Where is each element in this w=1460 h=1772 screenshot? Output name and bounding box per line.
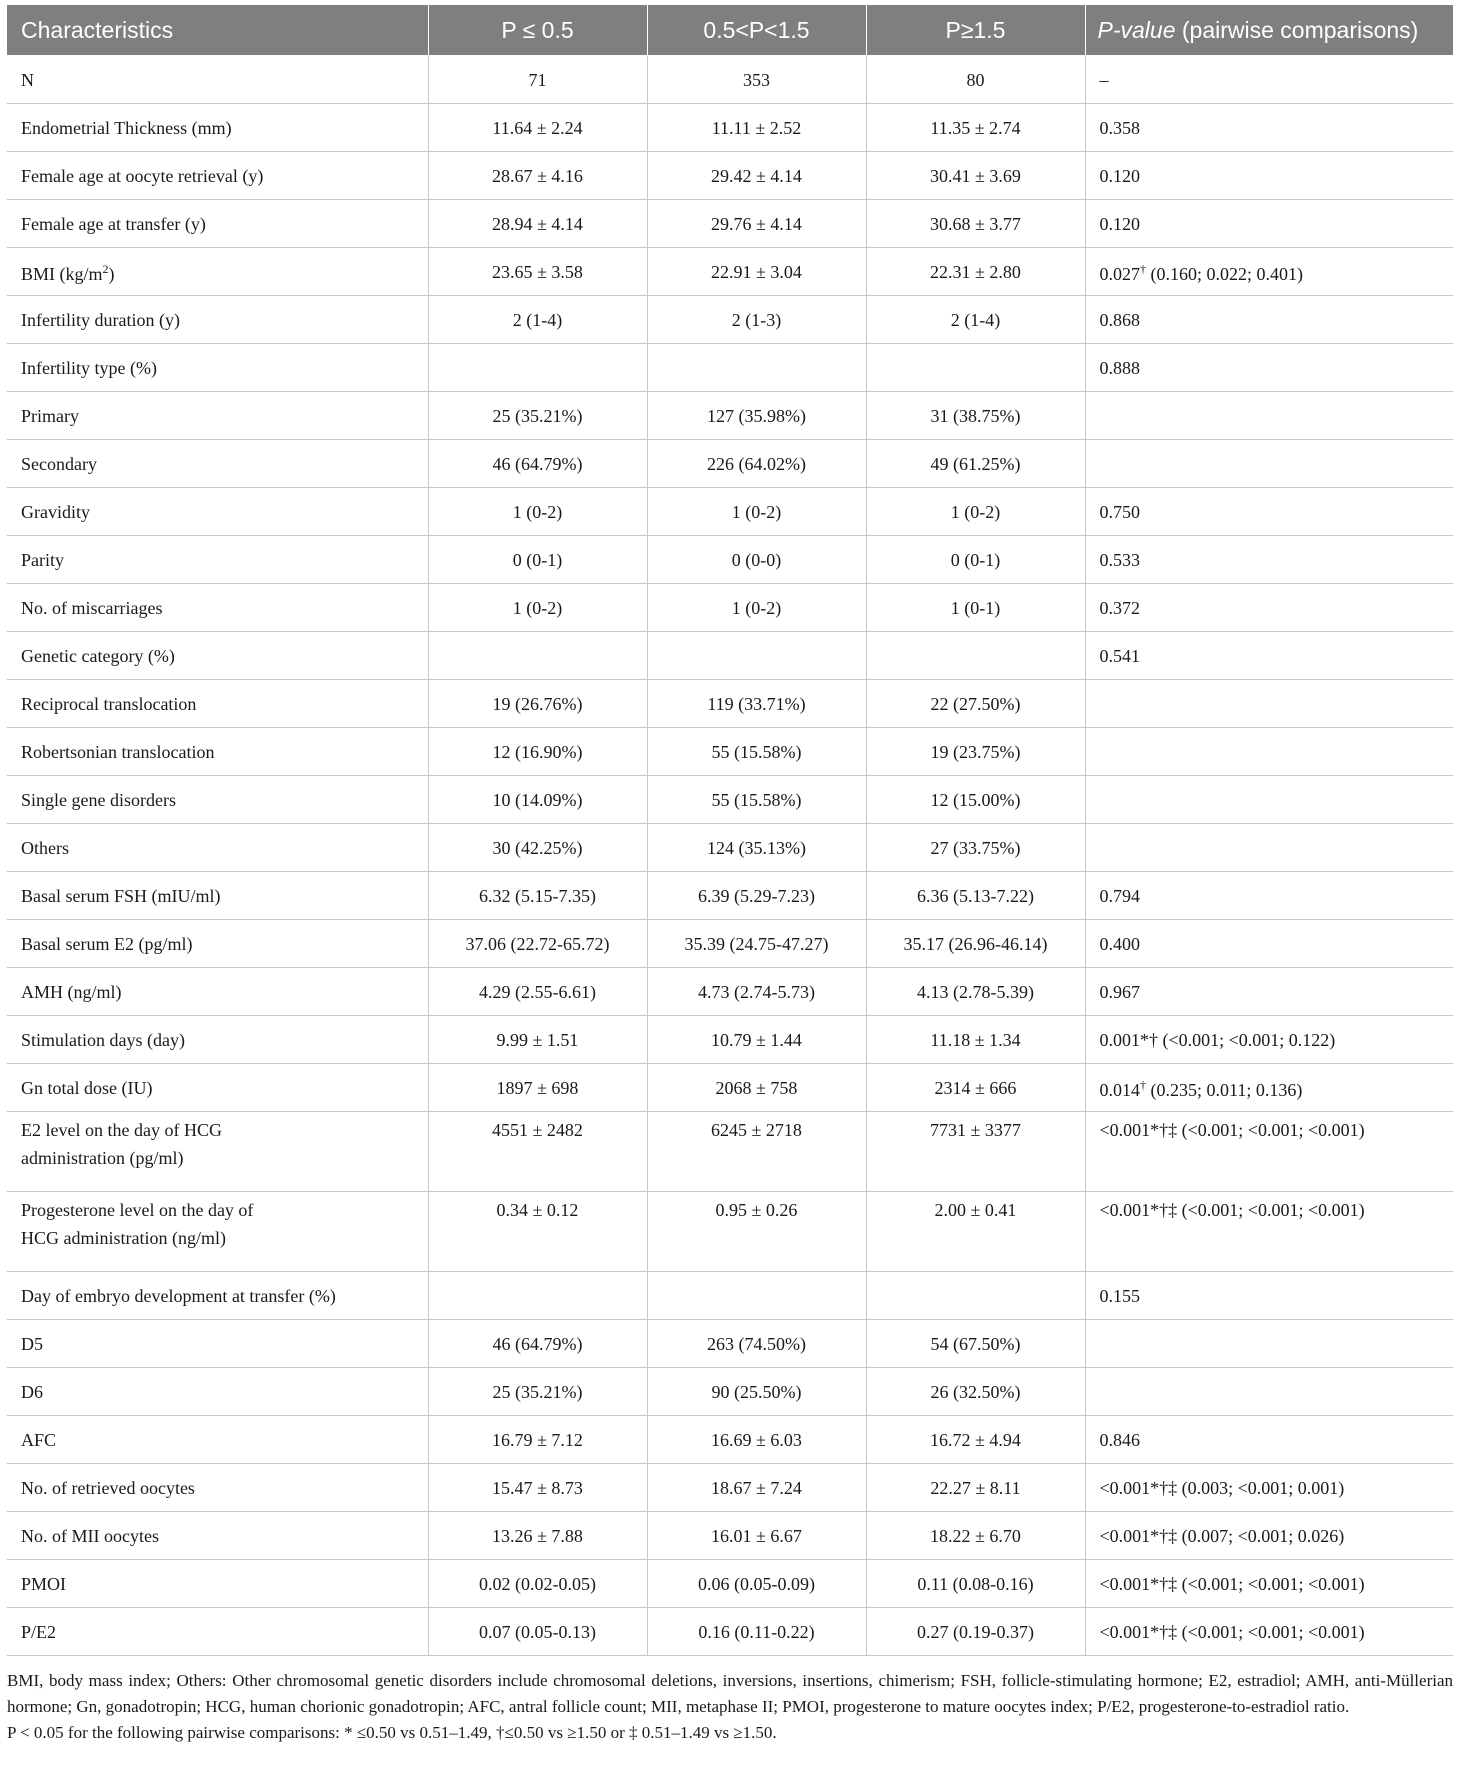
cell-group-mid: 16.01 ± 6.67 bbox=[647, 1512, 866, 1560]
row-label: AMH (ng/ml) bbox=[7, 968, 428, 1016]
table-row bbox=[7, 1464, 1453, 1512]
table-row bbox=[7, 200, 1453, 248]
cell-group-low: 2 (1-4) bbox=[428, 296, 647, 344]
cell-group-high: 27 (33.75%) bbox=[866, 824, 1085, 872]
row-label: Day of embryo development at transfer (%) bbox=[7, 1272, 428, 1320]
cell-group-high bbox=[866, 1272, 1085, 1320]
cell-p-value: 0.750 bbox=[1085, 488, 1453, 536]
cell-p-value: 0.868 bbox=[1085, 296, 1453, 344]
row-label: Robertsonian translocation bbox=[7, 728, 428, 776]
row-label: Secondary bbox=[7, 440, 428, 488]
cell-group-mid: 263 (74.50%) bbox=[647, 1320, 866, 1368]
cell-p-value bbox=[1085, 440, 1453, 488]
table-row bbox=[7, 248, 1453, 296]
table-row bbox=[7, 1112, 1453, 1192]
cell-p-value bbox=[1085, 728, 1453, 776]
row-label: Reciprocal translocation bbox=[7, 680, 428, 728]
cell-group-high bbox=[866, 344, 1085, 392]
cell-group-high: 2314 ± 666 bbox=[866, 1064, 1085, 1112]
cell-group-high: 2.00 ± 0.41 bbox=[866, 1192, 1085, 1272]
row-label: AFC bbox=[7, 1416, 428, 1464]
cell-p-value: 0.794 bbox=[1085, 872, 1453, 920]
cell-group-low: 6.32 (5.15-7.35) bbox=[428, 872, 647, 920]
cell-group-high: 31 (38.75%) bbox=[866, 392, 1085, 440]
cell-group-high: 22.31 ± 2.80 bbox=[866, 248, 1085, 296]
table-row bbox=[7, 296, 1453, 344]
cell-group-mid: 0.16 (0.11-0.22) bbox=[647, 1608, 866, 1656]
characteristics-table bbox=[7, 5, 1453, 1656]
cell-group-mid: 55 (15.58%) bbox=[647, 776, 866, 824]
table-row bbox=[7, 584, 1453, 632]
row-label: PMOI bbox=[7, 1560, 428, 1608]
row-label: Female age at oocyte retrieval (y) bbox=[7, 152, 428, 200]
p-value-superscript: † bbox=[1140, 262, 1146, 276]
row-label bbox=[7, 1112, 428, 1192]
cell-group-low bbox=[428, 1272, 647, 1320]
cell-group-low: 13.26 ± 7.88 bbox=[428, 1512, 647, 1560]
cell-p-value bbox=[1085, 824, 1453, 872]
cell-group-low: 9.99 ± 1.51 bbox=[428, 1016, 647, 1064]
cell-group-high: 6.36 (5.13-7.22) bbox=[866, 872, 1085, 920]
cell-group-low: 28.67 ± 4.16 bbox=[428, 152, 647, 200]
cell-group-mid: 10.79 ± 1.44 bbox=[647, 1016, 866, 1064]
table-row bbox=[7, 776, 1453, 824]
cell-p-value: <0.001*†‡ (0.007; <0.001; 0.026) bbox=[1085, 1512, 1453, 1560]
cell-group-mid: 6245 ± 2718 bbox=[647, 1112, 866, 1192]
cell-p-value bbox=[1085, 1320, 1453, 1368]
cell-group-high: 80 bbox=[866, 56, 1085, 104]
cell-group-low: 0.34 ± 0.12 bbox=[428, 1192, 647, 1272]
row-label: Primary bbox=[7, 392, 428, 440]
cell-group-high: 19 (23.75%) bbox=[866, 728, 1085, 776]
table-row bbox=[7, 392, 1453, 440]
p-value-superscript: † bbox=[1140, 1078, 1146, 1092]
cell-group-high: 30.68 ± 3.77 bbox=[866, 200, 1085, 248]
header-group-low: P ≤ 0.5 bbox=[428, 5, 647, 56]
cell-group-mid: 226 (64.02%) bbox=[647, 440, 866, 488]
row-label: D5 bbox=[7, 1320, 428, 1368]
cell-group-mid: 0 (0-0) bbox=[647, 536, 866, 584]
table-row bbox=[7, 1512, 1453, 1560]
cell-group-high: 0 (0-1) bbox=[866, 536, 1085, 584]
cell-p-value: <0.001*†‡ (<0.001; <0.001; <0.001) bbox=[1085, 1608, 1453, 1656]
row-label-line-1: E2 level on the day of HCG bbox=[21, 1120, 222, 1140]
row-label: Others bbox=[7, 824, 428, 872]
cell-group-high: 11.35 ± 2.74 bbox=[866, 104, 1085, 152]
cell-p-value: <0.001*†‡ (<0.001; <0.001; <0.001) bbox=[1085, 1560, 1453, 1608]
cell-group-high bbox=[866, 632, 1085, 680]
cell-group-low: 37.06 (22.72-65.72) bbox=[428, 920, 647, 968]
cell-group-mid: 90 (25.50%) bbox=[647, 1368, 866, 1416]
cell-group-low: 28.94 ± 4.14 bbox=[428, 200, 647, 248]
cell-group-high: 7731 ± 3377 bbox=[866, 1112, 1085, 1192]
cell-group-mid: 29.76 ± 4.14 bbox=[647, 200, 866, 248]
cell-p-value: 0.120 bbox=[1085, 152, 1453, 200]
footnote-pairwise: P < 0.05 for the following pairwise comparisons: * ≤0.50 vs 0.51–1.49, †≤0.50 vs ≥1.50 or ‡ 0.51–1.49 vs ≥1.50. bbox=[7, 1723, 777, 1742]
cell-group-low: 1 (0-2) bbox=[428, 584, 647, 632]
cell-group-high: 22.27 ± 8.11 bbox=[866, 1464, 1085, 1512]
cell-group-high: 4.13 (2.78-5.39) bbox=[866, 968, 1085, 1016]
cell-group-low: 4551 ± 2482 bbox=[428, 1112, 647, 1192]
cell-group-mid: 124 (35.13%) bbox=[647, 824, 866, 872]
cell-group-low bbox=[428, 344, 647, 392]
cell-group-mid: 0.06 (0.05-0.09) bbox=[647, 1560, 866, 1608]
header-characteristics: Characteristics bbox=[7, 5, 428, 56]
cell-group-mid: 22.91 ± 3.04 bbox=[647, 248, 866, 296]
cell-group-high: 30.41 ± 3.69 bbox=[866, 152, 1085, 200]
cell-p-value: 0.120 bbox=[1085, 200, 1453, 248]
p-value-pairwise: (0.160; 0.022; 0.401) bbox=[1146, 264, 1303, 284]
row-label: Basal serum FSH (mIU/ml) bbox=[7, 872, 428, 920]
cell-group-mid: 6.39 (5.29-7.23) bbox=[647, 872, 866, 920]
cell-group-high: 16.72 ± 4.94 bbox=[866, 1416, 1085, 1464]
cell-p-value: 0.400 bbox=[1085, 920, 1453, 968]
header-group-high: P≥1.5 bbox=[866, 5, 1085, 56]
row-label: Stimulation days (day) bbox=[7, 1016, 428, 1064]
row-label-main: BMI (kg/m bbox=[21, 264, 103, 284]
cell-group-mid: 127 (35.98%) bbox=[647, 392, 866, 440]
cell-group-high: 11.18 ± 1.34 bbox=[866, 1016, 1085, 1064]
row-label: P/E2 bbox=[7, 1608, 428, 1656]
cell-p-value bbox=[1085, 392, 1453, 440]
cell-group-high: 18.22 ± 6.70 bbox=[866, 1512, 1085, 1560]
table-row bbox=[7, 1368, 1453, 1416]
table-row bbox=[7, 56, 1453, 104]
cell-p-value: <0.001*†‡ (<0.001; <0.001; <0.001) bbox=[1085, 1192, 1453, 1272]
row-label: Infertility duration (y) bbox=[7, 296, 428, 344]
cell-group-low: 0 (0-1) bbox=[428, 536, 647, 584]
cell-group-mid bbox=[647, 1272, 866, 1320]
table-row bbox=[7, 152, 1453, 200]
cell-group-low: 46 (64.79%) bbox=[428, 440, 647, 488]
cell-p-value: 0.533 bbox=[1085, 536, 1453, 584]
table-row bbox=[7, 1320, 1453, 1368]
row-label: Genetic category (%) bbox=[7, 632, 428, 680]
cell-group-mid: 2068 ± 758 bbox=[647, 1064, 866, 1112]
row-label: N bbox=[7, 56, 428, 104]
cell-group-low: 23.65 ± 3.58 bbox=[428, 248, 647, 296]
cell-group-mid bbox=[647, 632, 866, 680]
row-label: Gravidity bbox=[7, 488, 428, 536]
row-label-superscript: 2 bbox=[102, 262, 109, 276]
row-label: Infertility type (%) bbox=[7, 344, 428, 392]
cell-group-low: 0.07 (0.05-0.13) bbox=[428, 1608, 647, 1656]
table-row bbox=[7, 440, 1453, 488]
cell-group-high: 12 (15.00%) bbox=[866, 776, 1085, 824]
row-label-line-1: Progesterone level on the day of bbox=[21, 1200, 254, 1220]
table-row bbox=[7, 1608, 1453, 1656]
cell-group-mid: 35.39 (24.75-47.27) bbox=[647, 920, 866, 968]
row-label bbox=[7, 248, 428, 296]
header-group-mid: 0.5<P<1.5 bbox=[647, 5, 866, 56]
cell-p-value bbox=[1085, 680, 1453, 728]
cell-group-mid: 1 (0-2) bbox=[647, 488, 866, 536]
row-label: Female age at transfer (y) bbox=[7, 200, 428, 248]
table-row bbox=[7, 824, 1453, 872]
cell-group-low bbox=[428, 632, 647, 680]
cell-group-mid: 29.42 ± 4.14 bbox=[647, 152, 866, 200]
table-row bbox=[7, 920, 1453, 968]
header-p-value-rest: (pairwise comparisons) bbox=[1175, 16, 1419, 43]
cell-group-high: 49 (61.25%) bbox=[866, 440, 1085, 488]
p-value-main: 0.027 bbox=[1099, 264, 1140, 284]
cell-group-mid: 11.11 ± 2.52 bbox=[647, 104, 866, 152]
row-label: No. of miscarriages bbox=[7, 584, 428, 632]
cell-group-low: 16.79 ± 7.12 bbox=[428, 1416, 647, 1464]
row-label: Single gene disorders bbox=[7, 776, 428, 824]
table-row bbox=[7, 968, 1453, 1016]
cell-group-low: 19 (26.76%) bbox=[428, 680, 647, 728]
footnote-abbreviations: BMI, body mass index; Others: Other chromosomal genetic disorders include chromosomal deletions, inversions, insertions, chimerism; FSH, follicle-stimulating hormone; E2, estradiol; AMH, anti-Müllerian hormone; Gn, gonadotropin; HCG, human chorionic gonadotropin; AFC, antral follicle count; MII, metaphase II; PMOI, progesterone to mature oocytes index; P/E2, progesterone-to-estradiol ratio. bbox=[7, 1671, 1453, 1716]
cell-p-value: 0.846 bbox=[1085, 1416, 1453, 1464]
cell-group-low: 15.47 ± 8.73 bbox=[428, 1464, 647, 1512]
row-label: Basal serum E2 (pg/ml) bbox=[7, 920, 428, 968]
cell-group-low: 1 (0-2) bbox=[428, 488, 647, 536]
header-p-value-italic: P-value bbox=[1097, 16, 1176, 43]
cell-group-high: 1 (0-1) bbox=[866, 584, 1085, 632]
table-row bbox=[7, 1064, 1453, 1112]
cell-group-low: 71 bbox=[428, 56, 647, 104]
row-label-line-2: HCG administration (ng/ml) bbox=[21, 1228, 226, 1248]
cell-group-high: 26 (32.50%) bbox=[866, 1368, 1085, 1416]
table-row bbox=[7, 632, 1453, 680]
table-row bbox=[7, 104, 1453, 152]
row-label: Endometrial Thickness (mm) bbox=[7, 104, 428, 152]
cell-group-low: 10 (14.09%) bbox=[428, 776, 647, 824]
table-header-row bbox=[7, 5, 1453, 56]
cell-group-low: 12 (16.90%) bbox=[428, 728, 647, 776]
row-label bbox=[7, 1192, 428, 1272]
cell-p-value: 0.001*† (<0.001; <0.001; 0.122) bbox=[1085, 1016, 1453, 1064]
row-label-line-2: administration (pg/ml) bbox=[21, 1148, 184, 1168]
table-row bbox=[7, 1416, 1453, 1464]
cell-group-mid bbox=[647, 344, 866, 392]
cell-group-mid: 18.67 ± 7.24 bbox=[647, 1464, 866, 1512]
table-row bbox=[7, 872, 1453, 920]
cell-group-low: 4.29 (2.55-6.61) bbox=[428, 968, 647, 1016]
cell-p-value bbox=[1085, 248, 1453, 296]
p-value-pairwise: (0.235; 0.011; 0.136) bbox=[1146, 1080, 1303, 1100]
cell-group-mid: 2 (1-3) bbox=[647, 296, 866, 344]
cell-p-value: – bbox=[1085, 56, 1453, 104]
cell-p-value bbox=[1085, 1368, 1453, 1416]
cell-p-value: <0.001*†‡ (<0.001; <0.001; <0.001) bbox=[1085, 1112, 1453, 1192]
cell-group-high: 1 (0-2) bbox=[866, 488, 1085, 536]
cell-p-value: 0.155 bbox=[1085, 1272, 1453, 1320]
cell-group-low: 0.02 (0.02-0.05) bbox=[428, 1560, 647, 1608]
table-row bbox=[7, 1560, 1453, 1608]
table-row bbox=[7, 1016, 1453, 1064]
cell-group-mid: 353 bbox=[647, 56, 866, 104]
cell-group-low: 30 (42.25%) bbox=[428, 824, 647, 872]
table-row bbox=[7, 728, 1453, 776]
row-label: No. of retrieved oocytes bbox=[7, 1464, 428, 1512]
cell-p-value: 0.358 bbox=[1085, 104, 1453, 152]
cell-p-value: 0.541 bbox=[1085, 632, 1453, 680]
header-p-value bbox=[1085, 5, 1453, 56]
table-row bbox=[7, 536, 1453, 584]
cell-group-mid: 119 (33.71%) bbox=[647, 680, 866, 728]
table-footnotes bbox=[7, 1668, 1453, 1746]
row-label: Parity bbox=[7, 536, 428, 584]
cell-group-mid: 0.95 ± 0.26 bbox=[647, 1192, 866, 1272]
cell-group-high: 35.17 (26.96-46.14) bbox=[866, 920, 1085, 968]
cell-group-high: 0.11 (0.08-0.16) bbox=[866, 1560, 1085, 1608]
cell-p-value: 0.372 bbox=[1085, 584, 1453, 632]
table-row bbox=[7, 680, 1453, 728]
cell-group-mid: 55 (15.58%) bbox=[647, 728, 866, 776]
table-row bbox=[7, 488, 1453, 536]
cell-p-value bbox=[1085, 1064, 1453, 1112]
cell-group-mid: 16.69 ± 6.03 bbox=[647, 1416, 866, 1464]
cell-group-high: 0.27 (0.19-0.37) bbox=[866, 1608, 1085, 1656]
cell-group-high: 22 (27.50%) bbox=[866, 680, 1085, 728]
cell-group-high: 54 (67.50%) bbox=[866, 1320, 1085, 1368]
cell-p-value bbox=[1085, 776, 1453, 824]
row-label: No. of MII oocytes bbox=[7, 1512, 428, 1560]
cell-p-value: 0.967 bbox=[1085, 968, 1453, 1016]
cell-p-value: <0.001*†‡ (0.003; <0.001; 0.001) bbox=[1085, 1464, 1453, 1512]
p-value-main: 0.014 bbox=[1099, 1080, 1140, 1100]
cell-group-low: 25 (35.21%) bbox=[428, 392, 647, 440]
cell-group-low: 25 (35.21%) bbox=[428, 1368, 647, 1416]
cell-group-high: 2 (1-4) bbox=[866, 296, 1085, 344]
row-label: Gn total dose (IU) bbox=[7, 1064, 428, 1112]
cell-group-low: 1897 ± 698 bbox=[428, 1064, 647, 1112]
cell-group-mid: 4.73 (2.74-5.73) bbox=[647, 968, 866, 1016]
table-row bbox=[7, 1272, 1453, 1320]
cell-p-value: 0.888 bbox=[1085, 344, 1453, 392]
cell-group-low: 11.64 ± 2.24 bbox=[428, 104, 647, 152]
table-row bbox=[7, 344, 1453, 392]
cell-group-mid: 1 (0-2) bbox=[647, 584, 866, 632]
cell-group-low: 46 (64.79%) bbox=[428, 1320, 647, 1368]
row-label: D6 bbox=[7, 1368, 428, 1416]
table-row bbox=[7, 1192, 1453, 1272]
row-label-end: ) bbox=[108, 264, 115, 284]
